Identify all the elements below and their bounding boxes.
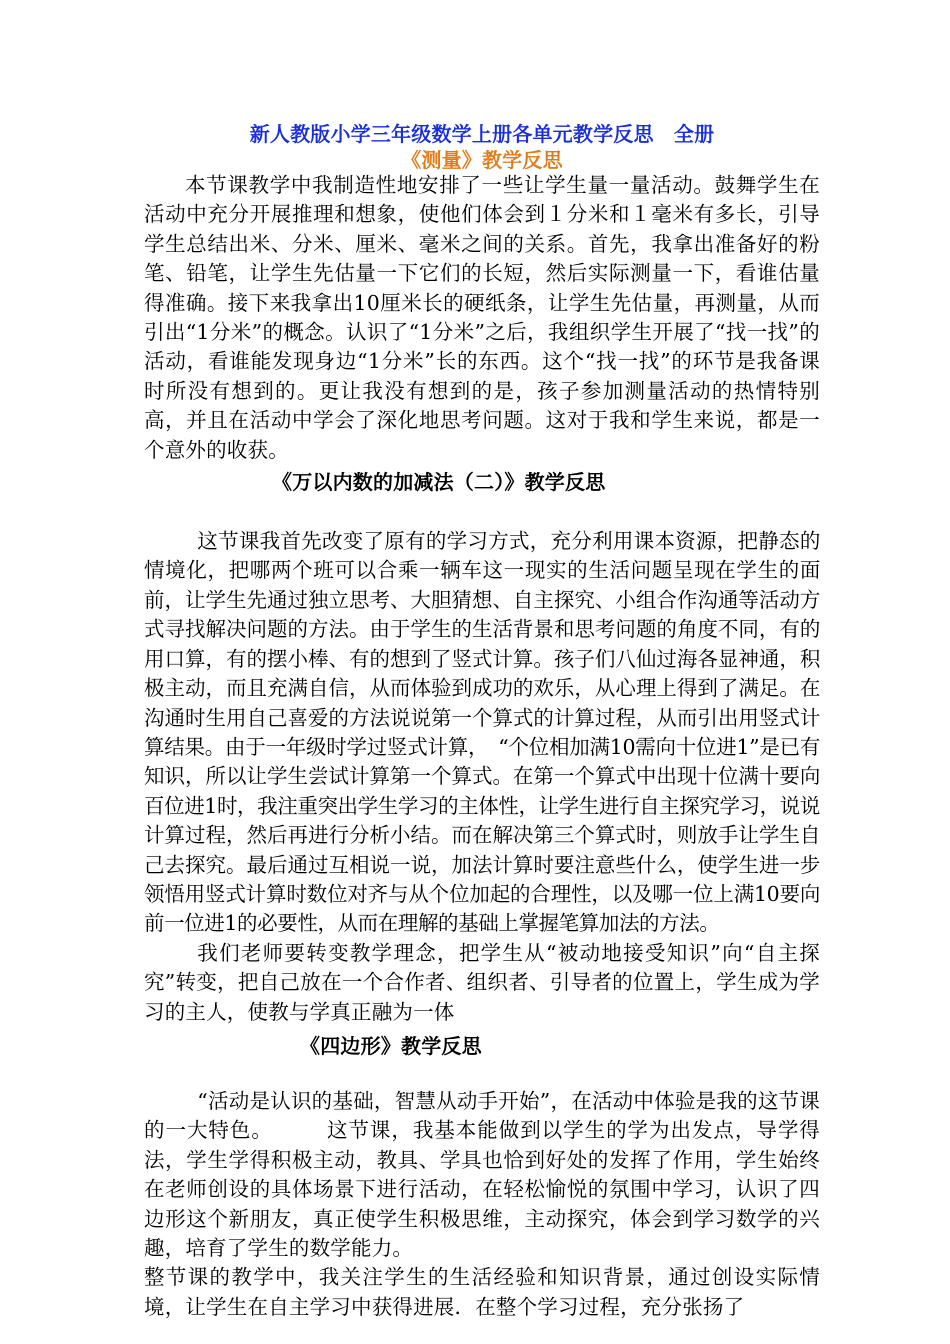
paragraph-measurement-1: 本节课教学中我制造性地安排了一些让学生量一量活动。鼓舞学生在活动中充分开展推理和想象，使他们体会到１分米和１毫米有多长，引导学生总结出米、分米、厘米、毫米之间的关系。首先，我拿出准备好的粉笔、铅笔，让学生先估量一下它们的长短，然后实际测量一下，看谁估量得准确。接下来我拿出10厘米长的硬纸条，让学生先估量，再测量，从而引出“1分米”的概念。认识了“1分米”之后，我组织学生开展了“找一找”的活动，看谁能发现身边“1分米”长的东西。这个“找一找”的环节是我备课时所没有想到的。更让我没有想到的是，孩子参加测量活动的热情特别高，并且在活动中学会了深化地思考问题。这对于我和学生来说，都是一个意外的收获。 [144, 173, 820, 462]
section-quadrilateral [144, 1031, 820, 1322]
document-page [144, 120, 820, 1322]
section-title-addition-subtraction: 《万以内数的加减法（二）》教学反思 [272, 470, 606, 495]
section-measurement [144, 149, 820, 465]
blank-line [144, 1061, 820, 1087]
paragraph-quadrilateral-1: “活动是认识的基础，智慧从动手开始”，在活动中体验是我的这节课的一大特色。 这节课，我基本能做到以学生的学为出发点，导学得法，学生学得积极主动，教具、学具也恰到好处的发挥了作用，学生始终在老师创设的具体场景下进行活动，在轻松愉悦的氛围中学习，认识了四边形这个新朋友，真正使学生积极思维，主动探究，体会到学习数学的兴趣，培育了学生的数学能力。 [144, 1088, 820, 1260]
section-title-quadrilateral: 《四边形》教学反思 [300, 1033, 482, 1058]
paragraph-quadrilateral-2: 整节课的教学中，我关注学生的生活经验和知识背景，通过创设实际情境，让学生在自主学习中获得进展．在整个学习过程，充分张扬了 [144, 1265, 820, 1319]
document-title: 新人教版小学三年级数学上册各单元教学反思 全册 [249, 122, 715, 146]
paragraph-addition-1: 这节课我首先改变了原有的学习方式，充分利用课本资源，把静态的情境化，把哪两个班可以合乘一辆车这一现实的生活问题呈现在学生的面前，让学生先通过独立思考、大胆猜想、自主探究、小组合作沟通等活动方式寻找解决问题的方法。由于学生的生活背景和思考问题的角度不同，有的用口算，有的摆小棒、有的想到了竖式计算。孩子们八仙过海各显神通，积极主动，而且充满自信，从而体验到成功的欢乐，从心理上得到了满足。在沟通时生用自己喜爱的方法说说第一个算式的计算过程，从而引出用竖式计算结果。由于一年级时学过竖式计算， “个位相加满10需向十位进1”是已有知识，所以让学生尝试计算第一个算式。在第一个算式中出现十位满十要向百位进1时，我注重突出学生学习的主体性，让学生进行自主探究学习，说说计算过程，然后再进行分析小结。而在解决第三个算式时，则放手让学生自己去探究。最后通过互相说一说，加法计算时要注意些什么，使学生进一步领悟用竖式计算时数位对齐与从个位加起的合理性，以及哪一位上满10要向前一位进1的必要性，从而在理解的基础上掌握笔算加法的方法。 [144, 529, 820, 936]
section-addition-subtraction [144, 467, 820, 1027]
section-title-measurement: 《测量》教学反思 [401, 148, 563, 172]
blank-line [144, 497, 820, 527]
paragraph-addition-2: 我们老师要转变教学理念，把学生从“被动地接受知识”向“自主探究”转变，把自己放在一个合作者、组织者、引导者的位置上，学生成为学习的主人，使教与学真正融为一体 [144, 940, 820, 1024]
